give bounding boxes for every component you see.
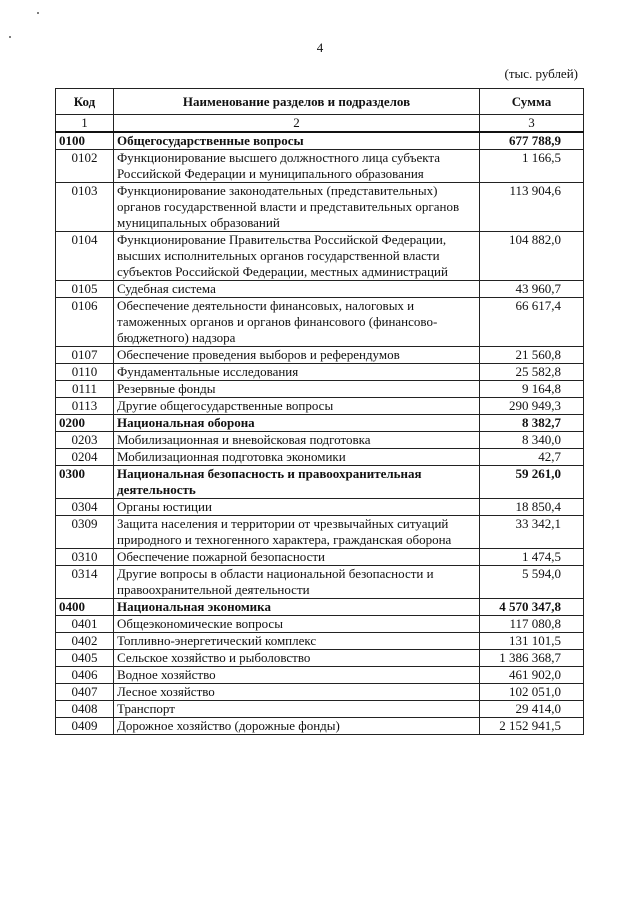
table-row — [56, 718, 584, 735]
table-row — [56, 298, 584, 347]
cell-sum: 1 386 368,7 — [480, 650, 584, 667]
cell-name: Резервные фонды — [114, 381, 480, 398]
table-row — [56, 499, 584, 516]
cell-code: 0405 — [56, 650, 114, 667]
cell-code: 0304 — [56, 499, 114, 516]
table-row — [56, 364, 584, 381]
cell-code: 0100 — [56, 132, 114, 150]
cell-name: Функционирование Правительства Российской Федерации, высших исполнительных органов государственной власти субъектов Российской Федерации, местных администраций — [114, 232, 480, 281]
cell-sum: 1 166,5 — [480, 150, 584, 183]
cell-name: Водное хозяйство — [114, 667, 480, 684]
cell-name: Сельское хозяйство и рыболовство — [114, 650, 480, 667]
cell-sum: 104 882,0 — [480, 232, 584, 281]
cell-sum: 33 342,1 — [480, 516, 584, 549]
table-body — [56, 132, 584, 735]
cell-code: 0203 — [56, 432, 114, 449]
table-header-row — [56, 89, 584, 115]
table-row — [56, 150, 584, 183]
cell-code: 0300 — [56, 466, 114, 499]
table-row — [56, 381, 584, 398]
cell-sum: 8 340,0 — [480, 432, 584, 449]
table-row — [56, 232, 584, 281]
cell-code: 0105 — [56, 281, 114, 298]
cell-sum: 131 101,5 — [480, 633, 584, 650]
cell-code: 0402 — [56, 633, 114, 650]
cell-name: Мобилизационная подготовка экономики — [114, 449, 480, 466]
cell-sum: 4 570 347,8 — [480, 599, 584, 616]
cell-code: 0106 — [56, 298, 114, 347]
cell-name: Защита населения и территории от чрезвычайных ситуаций природного и техногенного характера, гражданская оборона — [114, 516, 480, 549]
cell-name: Лесное хозяйство — [114, 684, 480, 701]
table-row — [56, 684, 584, 701]
column-number-code: 1 — [56, 115, 114, 133]
cell-code: 0401 — [56, 616, 114, 633]
cell-name: Обеспечение проведения выборов и референдумов — [114, 347, 480, 364]
cell-sum: 8 382,7 — [480, 415, 584, 432]
table-row — [56, 432, 584, 449]
table-row — [56, 449, 584, 466]
cell-code: 0111 — [56, 381, 114, 398]
cell-name: Другие общегосударственные вопросы — [114, 398, 480, 415]
table-row — [56, 516, 584, 549]
table-row — [56, 347, 584, 364]
cell-code: 0409 — [56, 718, 114, 735]
cell-code: 0110 — [56, 364, 114, 381]
table-row — [56, 650, 584, 667]
cell-code: 0102 — [56, 150, 114, 183]
section-row — [56, 466, 584, 499]
cell-sum: 66 617,4 — [480, 298, 584, 347]
cell-sum: 102 051,0 — [480, 684, 584, 701]
cell-code: 0400 — [56, 599, 114, 616]
cell-name: Судебная система — [114, 281, 480, 298]
cell-sum: 18 850,4 — [480, 499, 584, 516]
cell-sum: 113 904,6 — [480, 183, 584, 232]
cell-name: Мобилизационная и вневойсковая подготовка — [114, 432, 480, 449]
cell-name: Функционирование высшего должностного лица субъекта Российской Федерации и муниципального образования — [114, 150, 480, 183]
table-row — [56, 667, 584, 684]
cell-sum: 43 960,7 — [480, 281, 584, 298]
cell-code: 0104 — [56, 232, 114, 281]
column-number-sum: 3 — [480, 115, 584, 133]
cell-name: Обеспечение деятельности финансовых, налоговых и таможенных органов и органов финансового (финансово-бюджетного) надзора — [114, 298, 480, 347]
cell-sum: 677 788,9 — [480, 132, 584, 150]
cell-name: Топливно-энергетический комплекс — [114, 633, 480, 650]
table-row — [56, 549, 584, 566]
section-row — [56, 132, 584, 150]
header-sum: Сумма — [480, 89, 584, 115]
cell-name: Национальная оборона — [114, 415, 480, 432]
table-row — [56, 616, 584, 633]
cell-sum: 2 152 941,5 — [480, 718, 584, 735]
cell-sum: 461 902,0 — [480, 667, 584, 684]
cell-name: Дорожное хозяйство (дорожные фонды) — [114, 718, 480, 735]
cell-sum: 5 594,0 — [480, 566, 584, 599]
cell-name: Органы юстиции — [114, 499, 480, 516]
cell-name: Национальная экономика — [114, 599, 480, 616]
table-row — [56, 398, 584, 415]
cell-name: Фундаментальные исследования — [114, 364, 480, 381]
cell-sum: 25 582,8 — [480, 364, 584, 381]
cell-code: 0314 — [56, 566, 114, 599]
units-label: (тыс. рублей) — [504, 66, 578, 81]
cell-code: 0407 — [56, 684, 114, 701]
header-code: Код — [56, 89, 114, 115]
cell-sum: 290 949,3 — [480, 398, 584, 415]
column-number-name: 2 — [114, 115, 480, 133]
table-row — [56, 633, 584, 650]
cell-sum: 117 080,8 — [480, 616, 584, 633]
budget-table — [55, 88, 584, 735]
table-row — [56, 183, 584, 232]
cell-code: 0406 — [56, 667, 114, 684]
cell-code: 0113 — [56, 398, 114, 415]
cell-code: 0103 — [56, 183, 114, 232]
cell-name: Общегосударственные вопросы — [114, 132, 480, 150]
header-name: Наименование разделов и подразделов — [114, 89, 480, 115]
cell-name: Функционирование законодательных (представительных) органов государственной власти и представительных органов муниципальных образований — [114, 183, 480, 232]
page-number: 4 — [316, 40, 324, 55]
cell-code: 0204 — [56, 449, 114, 466]
scan-speck — [9, 36, 11, 38]
cell-code: 0309 — [56, 516, 114, 549]
cell-sum: 59 261,0 — [480, 466, 584, 499]
cell-code: 0107 — [56, 347, 114, 364]
scan-speck — [37, 12, 39, 14]
cell-code: 0200 — [56, 415, 114, 432]
cell-name: Обеспечение пожарной безопасности — [114, 549, 480, 566]
table-row — [56, 281, 584, 298]
column-number-row — [56, 115, 584, 133]
cell-sum: 9 164,8 — [480, 381, 584, 398]
cell-sum: 29 414,0 — [480, 701, 584, 718]
cell-name: Национальная безопасность и правоохранительная деятельность — [114, 466, 480, 499]
cell-sum: 21 560,8 — [480, 347, 584, 364]
table-row — [56, 701, 584, 718]
cell-name: Другие вопросы в области национальной безопасности и правоохранительной деятельности — [114, 566, 480, 599]
section-row — [56, 599, 584, 616]
cell-sum: 42,7 — [480, 449, 584, 466]
cell-code: 0408 — [56, 701, 114, 718]
cell-name: Общеэкономические вопросы — [114, 616, 480, 633]
table-row — [56, 566, 584, 599]
cell-sum: 1 474,5 — [480, 549, 584, 566]
section-row — [56, 415, 584, 432]
cell-code: 0310 — [56, 549, 114, 566]
cell-name: Транспорт — [114, 701, 480, 718]
